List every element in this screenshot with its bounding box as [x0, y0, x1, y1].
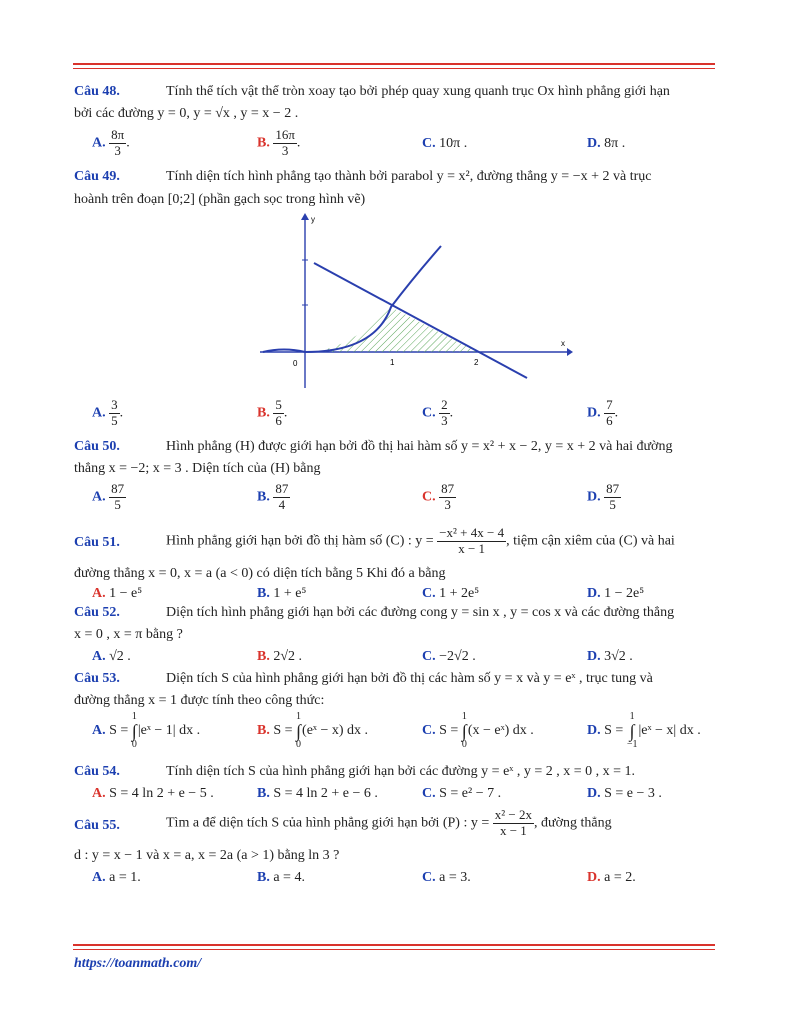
axis-x-label: x	[561, 339, 565, 348]
q51-number: Câu 51.	[74, 535, 120, 550]
origin-label: 0	[293, 359, 298, 368]
q53-text-2: đường thẳng x = 1 được tính theo công thức:	[74, 693, 325, 708]
top-rule-thin	[73, 68, 715, 69]
q50-option-c[interactable]: C. $\frac{87}{3}$	[422, 481, 455, 512]
q51-option-a[interactable]: A. 1 − e⁵	[92, 586, 143, 601]
tick-2-label: 2	[474, 358, 479, 367]
q49-option-a[interactable]: A. $\frac{3}{5}$ .	[92, 397, 124, 428]
q55-option-d[interactable]: D. a = 2.	[587, 870, 636, 885]
q50-text: Hình phẳng (H) được giới hạn bởi đồ thị hai hàm số y = x² + x − 2, y = x + 2 và hai đường	[166, 439, 673, 454]
q50-option-d[interactable]: D. $\frac{87}{5}$	[587, 481, 620, 512]
q52-option-c[interactable]: C. −2√2 .	[422, 649, 476, 664]
q54-option-a[interactable]: A. S = 4 ln 2 + e − 5 .	[92, 786, 214, 801]
hatched-region	[305, 307, 477, 352]
q48-option-a[interactable]: A. $\frac{8\pi}{3}$ .	[92, 127, 130, 158]
q51-text: Hình phẳng giới hạn bởi đồ thị hàm số (C) : y = $\frac{\text{−x² + 4x − 4}}{x - 1}$ , tiệm cận xiêm của (C) và hai	[166, 525, 675, 556]
q48-option-d[interactable]: D. 8π .	[587, 136, 626, 151]
bottom-rule-thin	[73, 949, 715, 950]
q53-text: Diện tích S của hình phẳng giới hạn bởi đồ thị các hàm số y = x và y = eˣ , trục tung và	[166, 671, 653, 686]
q55-option-c[interactable]: C. a = 3.	[422, 870, 471, 885]
q55-text-2: d : y = x − 1 và x = a, x = 2a (a > 1) bằng ln 3 ?	[74, 848, 340, 863]
q48-text: Tính thể tích vật thể tròn xoay tạo bởi phép quay xung quanh trục Ox hình phẳng giới hạn	[166, 84, 670, 99]
q49-option-c[interactable]: C. $\frac{2}{3}$ .	[422, 397, 454, 428]
q54-text: Tính diện tích S của hình phẳng giới hạn bởi các đường y = eˣ , y = 2 , x = 0 , x = 1.	[166, 764, 636, 779]
y-axis-arrow	[301, 213, 309, 220]
q53-option-c[interactable]: C. S = 1 ∫ 0(x − eˣ) dx .	[422, 711, 534, 750]
q54-option-c[interactable]: C. S = e² − 7 .	[422, 786, 502, 801]
axis-y-label: y	[311, 215, 315, 224]
q55-option-b[interactable]: B. a = 4.	[257, 870, 305, 885]
q54-option-b[interactable]: B. S = 4 ln 2 + e − 6 .	[257, 786, 378, 801]
q50-option-a[interactable]: A. $\frac{87}{5}$	[92, 481, 125, 512]
line-curve	[314, 263, 527, 378]
q48-text-2: bởi các đường y = 0, y = √x , y = x − 2 .	[74, 106, 299, 121]
q52-text: Diện tích hình phẳng giới hạn bởi các đường cong y = sin x , y = cos x và các đường thẳng	[166, 605, 675, 620]
q55-option-a[interactable]: A. a = 1.	[92, 870, 141, 885]
q53-option-b[interactable]: B. S = 1 ∫ 0(eˣ − x) dx .	[257, 711, 369, 750]
x-axis-arrow	[567, 348, 573, 356]
q48-number: Câu 48.	[74, 84, 120, 99]
integral-sign: 1 ∫ 0	[296, 711, 302, 750]
integral-sign: 1 ∫ −1	[626, 711, 638, 750]
q52-text-2: x = 0 , x = π bằng ?	[74, 627, 183, 642]
q49-option-d[interactable]: D. $\frac{7}{6}$ .	[587, 397, 619, 428]
top-rule	[73, 63, 715, 65]
q49-graph	[255, 210, 575, 390]
footer-link[interactable]: https://toanmath.com/	[74, 956, 202, 971]
q52-number: Câu 52.	[74, 605, 120, 620]
q53-option-a[interactable]: A. S = 1 ∫ 0|eˣ − 1| dx .	[92, 711, 201, 750]
q54-option-d[interactable]: D. S = e − 3 .	[587, 786, 662, 801]
q53-option-d[interactable]: D. S = 1 ∫ −1|eˣ − x| dx .	[587, 711, 701, 750]
q48-option-c[interactable]: C. 10π .	[422, 136, 468, 151]
integral-sign: 1 ∫ 0	[131, 711, 137, 750]
q51-option-d[interactable]: D. 1 − 2e⁵	[587, 586, 645, 601]
q51-text-2: đường thẳng x = 0, x = a (a < 0) có diện tích bằng 5 Khi đó a bằng	[74, 566, 446, 581]
q48-option-b[interactable]: B. $\frac{16\pi}{3}$ .	[257, 127, 301, 158]
q51-option-b[interactable]: B. 1 + e⁵	[257, 586, 307, 601]
q54-number: Câu 54.	[74, 764, 120, 779]
q50-number: Câu 50.	[74, 439, 120, 454]
tick-1-label: 1	[390, 358, 395, 367]
q55-text: Tìm a để diện tích S của hình phẳng giới hạn bởi (P) : y = $\frac{\text{x² − 2x}}{x - 1}$ , đường thẳng	[166, 807, 612, 838]
q52-option-b[interactable]: B. 2√2 .	[257, 649, 303, 664]
q50-text-2: thẳng x = −2; x = 3 . Diện tích của (H) bằng	[74, 461, 321, 476]
q50-option-b[interactable]: B. $\frac{87}{4}$	[257, 481, 289, 512]
bottom-rule	[73, 944, 715, 946]
q55-number: Câu 55.	[74, 818, 120, 833]
q52-option-a[interactable]: A. √2 .	[92, 649, 131, 664]
q49-option-b[interactable]: B. $\frac{5}{6}$ .	[257, 397, 288, 428]
q49-number: Câu 49.	[74, 169, 120, 184]
q49-text: Tính diện tích hình phẳng tạo thành bởi parabol y = x², đường thẳng y = −x + 2 và trục	[166, 169, 652, 184]
q53-number: Câu 53.	[74, 671, 120, 686]
q49-text-2: hoành trên đoạn [0;2] (phần gạch sọc trong hình vẽ)	[74, 192, 366, 207]
q51-option-c[interactable]: C. 1 + 2e⁵	[422, 586, 480, 601]
integral-sign: 1 ∫ 0	[461, 711, 467, 750]
q52-option-d[interactable]: D. 3√2 .	[587, 649, 633, 664]
